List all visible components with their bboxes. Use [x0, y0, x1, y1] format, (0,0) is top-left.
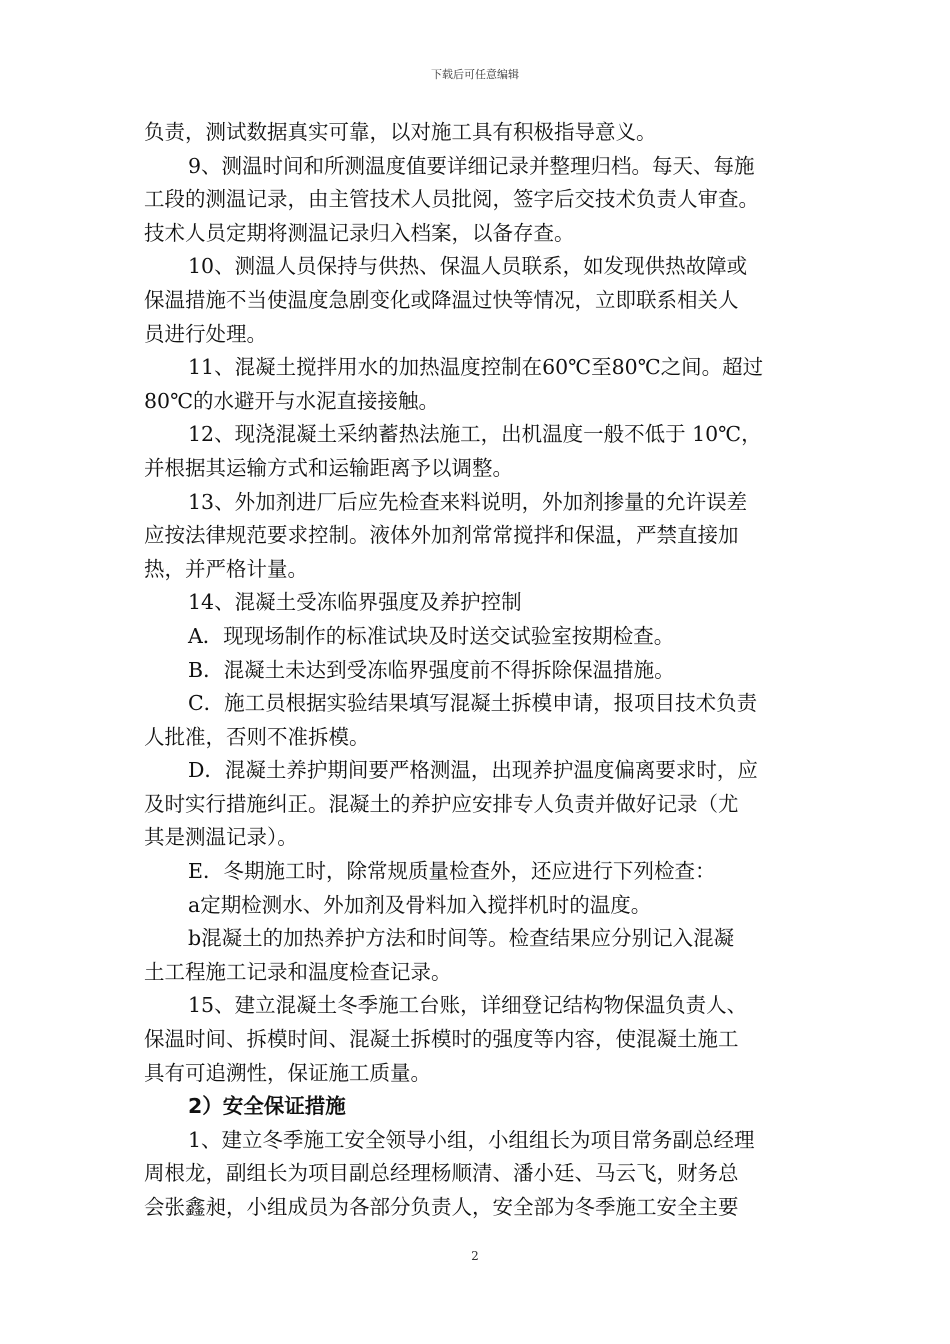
text-line: 1、建立冬季施工安全领导小组，小组组长为项目常务副总经理: [188, 1127, 755, 1152]
text-line: 具有可追溯性，保证施工质量。: [144, 1060, 431, 1085]
text-line: 并根据其运输方式和运输距离予以调整。: [144, 455, 513, 480]
text-line: 10、测温人员保持与供热、保温人员联系，如发现供热故障或: [188, 254, 748, 279]
text-line: 80℃的水避开与水泥直接接触。: [144, 388, 440, 413]
text-line: 负责，测试数据真实可靠，以对施工具有积极指导意义。: [144, 120, 657, 144]
text-line: A．现现场制作的标准试块及时送交试验室按期检查。: [188, 623, 675, 648]
text-line: 周根龙，副组长为项目副总经理杨顺清、潘小廷、马云飞，财务总: [144, 1161, 739, 1186]
text-line: D．混凝土养护期间要严格测温，出现养护温度偏离要求时，应: [188, 758, 758, 783]
text-line: b混凝土的加热养护方法和时间等。检查结果应分别记入混凝: [188, 926, 735, 951]
text-line: B．混凝土未达到受冻临界强度前不得拆除保温措施。: [188, 657, 675, 682]
text-line: 工段的测温记录，由主管技术人员批阅，签字后交技术负责人审查。: [144, 187, 759, 212]
text-line: 土工程施工记录和温度检查记录。: [144, 959, 452, 984]
text-line: 会张鑫昶，小组成员为各部分负责人，安全部为冬季施工安全主要: [144, 1195, 739, 1219]
text-line: 保温时间、拆模时间、混凝土拆模时的强度等内容，使混凝土施工: [144, 1027, 739, 1052]
page-number: 2: [471, 1249, 479, 1263]
page-header: 下载后可任意编辑: [431, 68, 519, 81]
text-line: 技术人员定期将测温记录归入档案，以备存查。: [144, 220, 575, 245]
text-line: a定期检测水、外加剂及骨料加入搅拌机时的温度。: [188, 892, 652, 917]
section-heading: 2）安全保证措施: [188, 1094, 346, 1119]
text-line: 其是测温记录）。: [144, 825, 298, 850]
text-line: 13、外加剂进厂后应先检查来料说明，外加剂掺量的允许误差: [188, 489, 748, 514]
text-line: 应按法律规范要求控制。液体外加剂常常搅拌和保温，严禁直接加: [144, 523, 739, 548]
text-line: 人批准，否则不准拆模。: [144, 724, 370, 749]
text-line: 11、混凝土搅拌用水的加热温度控制在60℃至80℃之间。超过: [188, 355, 764, 380]
text-line: 及时实行措施纠正。混凝土的养护应安排专人负责并做好记录（尤: [144, 791, 739, 816]
text-line: 9、测温时间和所测温度值要详细记录并整理归档。每天、每施: [188, 153, 755, 178]
text-line: 保温措施不当使温度急剧变化或降温过快等情况，立即联系相关人: [144, 287, 739, 312]
text-line: 12、现浇混凝土采纳蓄热法施工，出机温度一般不低于 10℃，: [188, 422, 762, 447]
text-line: 员进行处理。: [144, 321, 267, 346]
text-line: 14、混凝土受冻临界强度及养护控制: [188, 590, 522, 615]
text-line: 15、建立混凝土冬季施工台账，详细登记结构物保温负责人、: [188, 993, 748, 1018]
text-line: 热，并严格计量。: [144, 556, 308, 581]
document-body: [144, 116, 810, 1225]
text-line: C．施工员根据实验结果填写混凝土拆模申请，报项目技术负责: [188, 691, 758, 716]
text-line: E．冬期施工时，除常规质量检查外，还应进行下列检查：: [188, 859, 716, 884]
